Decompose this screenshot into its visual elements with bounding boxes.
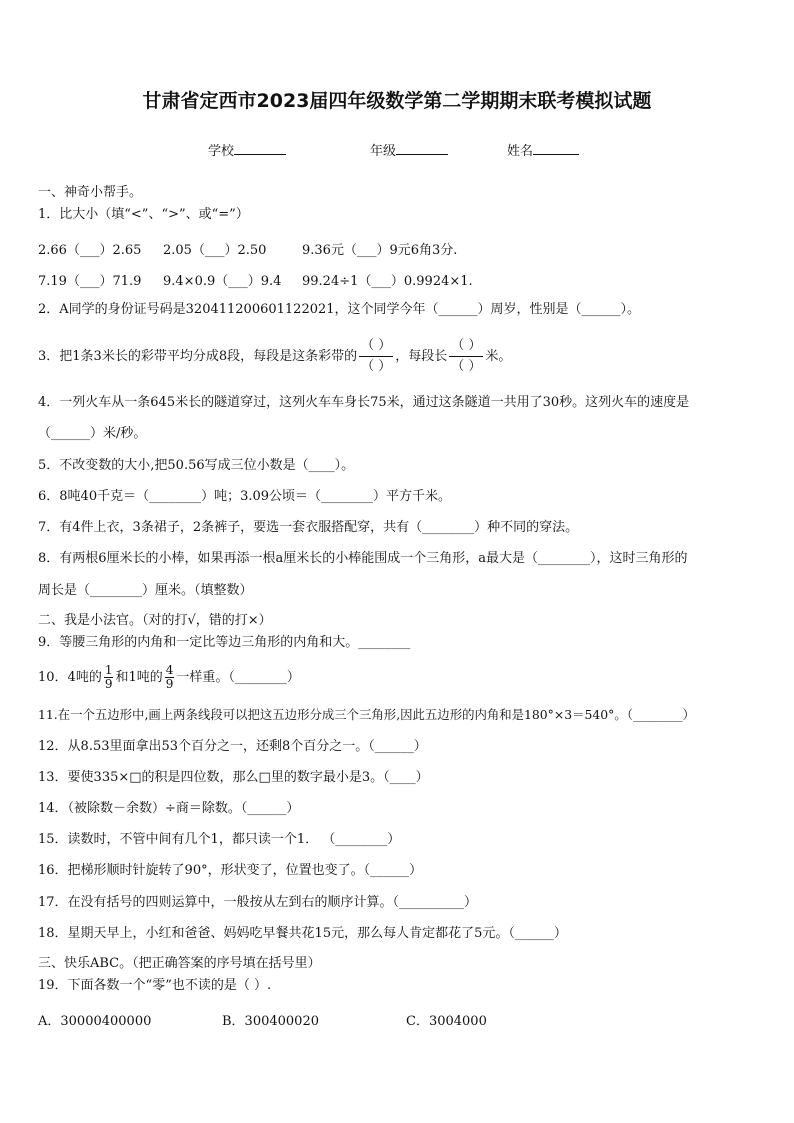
question-18: 18．星期天早上，小红和爸爸、妈妈吃早餐共花15元，那么每人肯定都花了5元。（______） bbox=[38, 926, 567, 941]
q1-item: 2.05（___）2.50 bbox=[163, 243, 267, 258]
name-blank[interactable] bbox=[533, 142, 579, 155]
q1-item: 9.36元（___）9元6角3分. bbox=[302, 243, 458, 258]
question-9: 9．等腰三角形的内角和一定比等边三角形的内角和大。________ bbox=[38, 635, 411, 650]
grade-label: 年级 bbox=[370, 144, 397, 159]
question-2: 2．A同学的身份证号码是320411200601122021，这个同学今年（______）周岁，性别是（______）。 bbox=[38, 302, 641, 317]
question-12: 12．从8.53里面拿出53个百分之一，还剩8个百分之一。（______） bbox=[38, 739, 427, 754]
question-3 bbox=[38, 336, 511, 377]
option-c[interactable]: C．3004000 bbox=[406, 1014, 487, 1029]
section-3-heading: 三、快乐ABC。（把正确答案的序号填在括号里） bbox=[38, 956, 321, 971]
name-field bbox=[507, 140, 579, 159]
question-13: 13．要使335×□的积是四位数，那么□里的数字最小是3。（____） bbox=[38, 770, 429, 785]
question-10 bbox=[38, 662, 300, 694]
question-4-line1: 4．一列火车从一条645米长的隧道穿过，这列火车车身长75米，通过这条隧道一共用了30秒。这列火车的速度是 bbox=[38, 395, 690, 410]
q1-item: 2.66（___）2.65 bbox=[38, 243, 142, 258]
name-label: 姓名 bbox=[507, 144, 534, 159]
q10-text-b: 和1吨的 bbox=[115, 670, 163, 685]
page-title: 甘肃省定西市2023届四年级数学第二学期期末联考模拟试题 bbox=[142, 90, 652, 112]
grade-field bbox=[370, 140, 448, 159]
q3-fraction-blank[interactable]: $\frac{( )}{( )}$ bbox=[451, 338, 482, 374]
q3-text-b: ，每段长 bbox=[395, 349, 448, 364]
school-field bbox=[208, 140, 286, 159]
question-8-line2: 周长是（________）厘米。（填整数） bbox=[38, 583, 253, 598]
q3-text-a: 3．把1条3米长的彩带平均分成8段，每段是这条彩带的 bbox=[38, 349, 358, 364]
question-19-stem: 19．下面各数一个“零”也不读的是（ ）. bbox=[38, 978, 272, 993]
option-b[interactable]: B．300400020 bbox=[222, 1014, 319, 1029]
fraction: $\frac{1}{9}$ bbox=[104, 663, 113, 691]
option-a[interactable]: A．30000400000 bbox=[38, 1014, 152, 1029]
question-7: 7．有4件上衣，3条裙子，2条裤子，要选一套衣服搭配穿，共有（________）种不同的穿法。 bbox=[38, 520, 579, 535]
q10-text-a: 10．4吨的 bbox=[38, 670, 102, 685]
question-1-stem: 1．比大小（填“<”、“>”、或“=”） bbox=[38, 207, 249, 222]
question-5: 5．不改变数的大小,把50.56写成三位小数是（____）。 bbox=[38, 458, 355, 473]
q1-item: 7.19（___）71.9 bbox=[38, 274, 142, 289]
question-17: 17．在没有括号的四则运算中，一般按从左到右的顺序计算。（__________） bbox=[38, 895, 478, 910]
question-15: 15．读数时，不管中间有几个1，都只读一个1． （________） bbox=[38, 832, 401, 847]
question-14: 14．（被除数－余数）÷商＝除数。（______） bbox=[38, 801, 300, 816]
school-label: 学校 bbox=[208, 144, 235, 159]
question-4-line2: （______）米/秒。 bbox=[38, 426, 147, 441]
q1-item: 9.4×0.9（___）9.4 bbox=[163, 274, 282, 289]
grade-blank[interactable] bbox=[396, 142, 448, 155]
question-16: 16．把梯形顺时针旋转了90°，形状变了，位置也变了。（______） bbox=[38, 863, 423, 878]
q1-item: 99.24÷1（___）0.9924×1. bbox=[302, 274, 473, 289]
q3-text-c: 米。 bbox=[485, 349, 512, 364]
question-11: 11.在一个五边形中,画上两条线段可以把这五边形分成三个三角形,因此五边形的内角和是180°×3＝540°。（________） bbox=[38, 707, 695, 722]
q10-text-c: 一样重。（________） bbox=[176, 670, 300, 685]
section-1-heading: 一、神奇小帮手。 bbox=[38, 185, 143, 200]
question-6: 6．8吨40千克＝（________）吨；3.09公顷＝（________）平方千米。 bbox=[38, 489, 452, 504]
school-blank[interactable] bbox=[234, 142, 286, 155]
q3-fraction-blank[interactable]: $\frac{( )}{( )}$ bbox=[361, 338, 392, 374]
fraction: $\frac{4}{9}$ bbox=[165, 663, 174, 691]
section-2-heading: 二、我是小法官。（对的打√，错的打×） bbox=[38, 613, 272, 628]
question-8-line1: 8．有两根6厘米长的小棒，如果再添一根a厘米长的小棒能围成一个三角形，a最大是（________），这时三角形的 bbox=[38, 551, 688, 566]
